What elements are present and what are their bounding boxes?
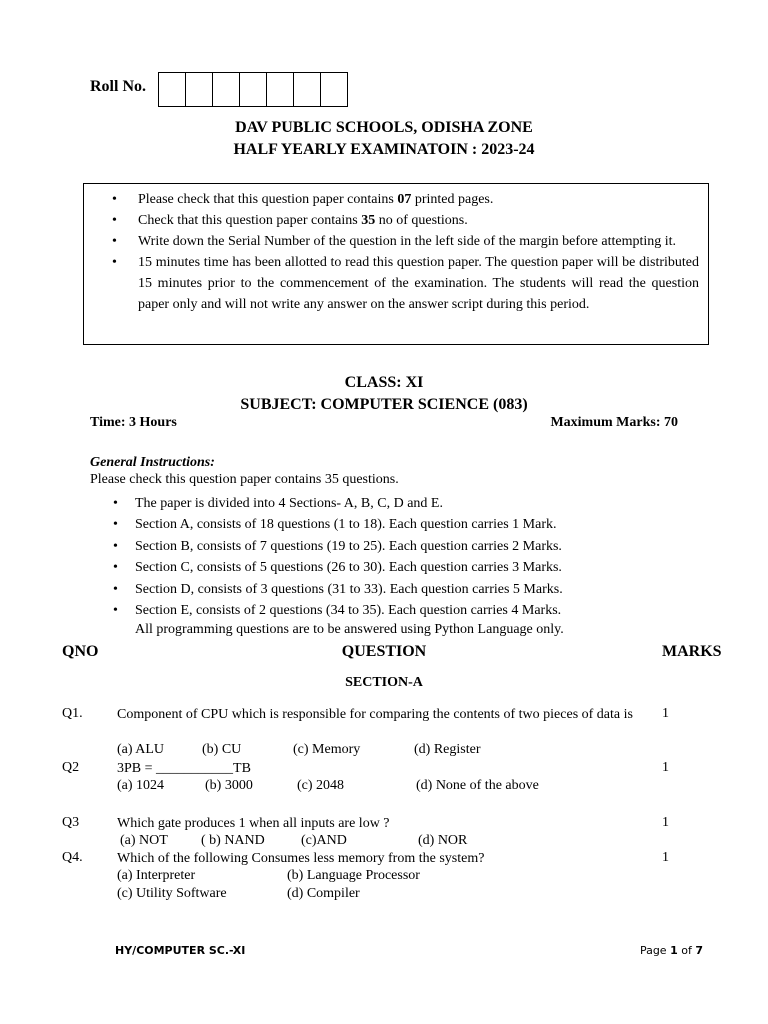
roll-digit-box[interactable]: [185, 72, 213, 107]
option-b: (b) Language Processor: [287, 868, 420, 883]
roll-digit-box[interactable]: [239, 72, 267, 107]
roll-no-boxes: [159, 72, 348, 107]
question-number: Q3: [62, 815, 80, 830]
class-heading: CLASS: XI: [344, 374, 424, 391]
option-a: (a) 1024: [117, 778, 165, 793]
option-d: (d) NOR: [418, 833, 468, 848]
general-instructions-heading: General Instructions:: [90, 455, 215, 470]
question-number: Q1.: [62, 706, 83, 721]
question-text: Which of the following Consumes less memory from the system?: [117, 851, 485, 866]
max-marks-label: Maximum Marks: 70: [550, 415, 678, 430]
option-c: (c)AND: [301, 833, 347, 848]
option-b: (b) 3000: [205, 778, 253, 793]
page-number: 1: [670, 944, 678, 957]
instruction-bold: 07: [397, 192, 412, 207]
question-number: Q2: [62, 760, 80, 775]
question-text: Which gate produces 1 when all inputs are low ?: [117, 816, 390, 831]
option-c: (c) Memory: [293, 742, 361, 757]
option-a: (a) NOT: [120, 833, 168, 848]
subject-heading: SUBJECT: COMPUTER SCIENCE (083): [240, 396, 528, 413]
option-c: (c) 2048: [297, 778, 345, 793]
option-d: (d) Compiler: [287, 886, 360, 901]
list-item: • Section A, consists of 18 questions (1 to 18). Each question carries 1 Mark.: [90, 514, 563, 535]
roll-digit-box[interactable]: [266, 72, 294, 107]
roll-no-label: Roll No.: [90, 78, 146, 95]
instruction-item: [84, 189, 708, 210]
general-instructions-list: [90, 493, 563, 621]
list-item: • Section E, consists of 2 questions (34 to 35). Each question carries 4 Marks.: [90, 600, 563, 621]
question-text: Component of CPU which is responsible for comparing the contents of two pieces of data is: [117, 707, 633, 722]
page-total: 7: [695, 944, 703, 957]
column-header-question: QUESTION: [341, 643, 427, 660]
footer-code: HY/COMPUTER SC.-XI: [115, 944, 246, 957]
list-item: • Section D, consists of 3 questions (31 to 33). Each question carries 5 Marks.: [90, 579, 563, 600]
list-item: • Section B, consists of 7 questions (19 to 25). Each question carries 2 Marks.: [90, 536, 563, 557]
question-marks: 1: [662, 760, 669, 775]
general-instructions-note: All programming questions are to be answered using Python Language only.: [135, 622, 564, 637]
page-indicator: [640, 944, 703, 957]
roll-digit-box[interactable]: [212, 72, 240, 107]
instruction-text: Please check that this question paper contains: [138, 192, 398, 207]
general-instructions-intro: Please check this question paper contains 35 questions.: [90, 472, 399, 487]
question-marks: 1: [662, 706, 669, 721]
option-d: (d) Register: [414, 742, 481, 757]
option-a: (a) Interpreter: [117, 868, 196, 883]
option-c: (c) Utility Software: [117, 886, 227, 901]
question-number: Q4.: [62, 850, 83, 865]
question-marks: 1: [662, 815, 669, 830]
roll-digit-box[interactable]: [293, 72, 321, 107]
instruction-text: Write down the Serial Number of the question in the left side of the margin before attempting it.: [138, 234, 677, 249]
option-d: (d) None of the above: [416, 778, 539, 793]
instructions-box: [83, 183, 709, 345]
option-b: (b) CU: [202, 742, 242, 757]
instruction-text: no of questions.: [375, 213, 468, 228]
roll-digit-box[interactable]: [320, 72, 348, 107]
instruction-text: 15 minutes time has been allotted to read this question paper. The question paper will be distributed 15 minutes prior to the commencement of the examination. The students will read the question paper only and will not write any answer on the answer script during this period.: [138, 255, 699, 312]
section-heading: SECTION-A: [345, 675, 423, 690]
question-marks: 1: [662, 850, 669, 865]
instruction-text: Check that this question paper contains: [138, 213, 362, 228]
school-title: DAV PUBLIC SCHOOLS, ODISHA ZONE: [235, 119, 533, 136]
exam-title: HALF YEARLY EXAMINATOIN : 2023-24: [233, 141, 535, 158]
roll-digit-box[interactable]: [158, 72, 186, 107]
of-word: of: [677, 944, 696, 957]
instruction-bold: 35: [361, 213, 376, 228]
question-text: 3PB = ___________TB: [117, 761, 251, 776]
instruction-text: printed pages.: [411, 192, 494, 207]
page-word: Page: [639, 944, 671, 957]
list-item: • The paper is divided into 4 Sections- A, B, C, D and E.: [90, 493, 563, 514]
option-a: (a) ALU: [117, 742, 165, 757]
instruction-item: [84, 231, 708, 252]
column-header-marks: MARKS: [662, 643, 722, 660]
instruction-item: [84, 210, 708, 231]
column-header-qno: QNO: [62, 643, 99, 660]
instructions-list: [84, 189, 708, 315]
option-b: ( b) NAND: [201, 833, 265, 848]
time-label: Time: 3 Hours: [90, 415, 177, 430]
instruction-item: [84, 252, 708, 315]
list-item: • Section C, consists of 5 questions (26 to 30). Each question carries 3 Marks.: [90, 557, 563, 578]
